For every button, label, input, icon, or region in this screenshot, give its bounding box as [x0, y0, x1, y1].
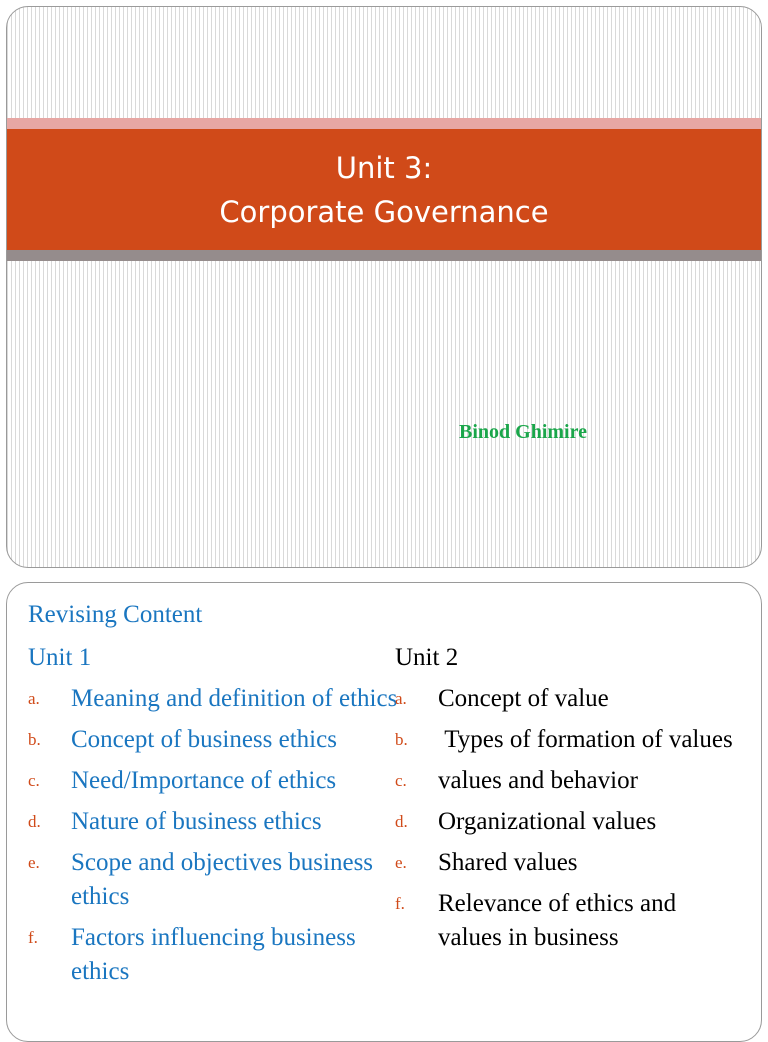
list-marker: a.: [395, 689, 407, 708]
content-slide: [6, 582, 762, 1042]
unit1-column: [28, 641, 398, 996]
list-item-text: Types of formation of values: [438, 726, 733, 753]
list-item: [395, 764, 735, 798]
list-item-text: Relevance of ethics and values in business: [438, 890, 683, 951]
list-item: [28, 805, 398, 839]
slide-title: Revising Content: [28, 601, 203, 628]
list-item-text: Factors influencing business ethics: [71, 924, 356, 985]
unit2-column: [395, 641, 735, 962]
list-marker: b.: [28, 730, 41, 749]
list-marker: c.: [395, 771, 407, 790]
list-item-text: Scope and objectives business ethics: [71, 849, 374, 910]
list-marker: d.: [28, 812, 41, 831]
list-marker: e.: [395, 853, 407, 872]
list-item-text: Meaning and definition of ethics: [71, 685, 398, 712]
list-item-text: Need/Importance of ethics: [71, 767, 337, 794]
unit1-heading: Unit 1: [28, 644, 92, 671]
title-line-2: Corporate Governance: [219, 194, 549, 229]
list-marker: c.: [28, 771, 40, 790]
author-name: Binod Ghimire: [459, 421, 587, 443]
list-item: [395, 805, 735, 839]
list-item: [395, 887, 735, 955]
list-marker: b.: [395, 730, 408, 749]
list-item: [28, 764, 398, 798]
list-marker: f.: [28, 928, 38, 947]
list-item-text: Shared values: [438, 849, 578, 876]
list-item: [28, 723, 398, 757]
accent-strip-top: [7, 118, 761, 129]
list-item: [395, 723, 735, 757]
list-marker: e.: [28, 853, 40, 872]
list-marker: a.: [28, 689, 40, 708]
list-item-text: Organizational values: [438, 808, 657, 835]
list-item: [395, 846, 735, 880]
list-item: [28, 921, 398, 989]
list-item-text: Concept of business ethics: [71, 726, 337, 753]
list-item: [395, 682, 735, 716]
list-item: [28, 846, 398, 914]
list-item-text: values and behavior: [438, 767, 638, 794]
list-marker: d.: [395, 812, 408, 831]
unit2-heading: Unit 2: [395, 644, 459, 671]
accent-strip-bottom: [7, 250, 761, 261]
list-item: [28, 682, 398, 716]
title-band: [7, 129, 761, 250]
list-marker: f.: [395, 894, 405, 913]
list-item-text: Concept of value: [438, 685, 609, 712]
title-slide: [6, 6, 762, 568]
list-item-text: Nature of business ethics: [71, 808, 322, 835]
title-line-1: Unit 3:: [335, 150, 433, 185]
